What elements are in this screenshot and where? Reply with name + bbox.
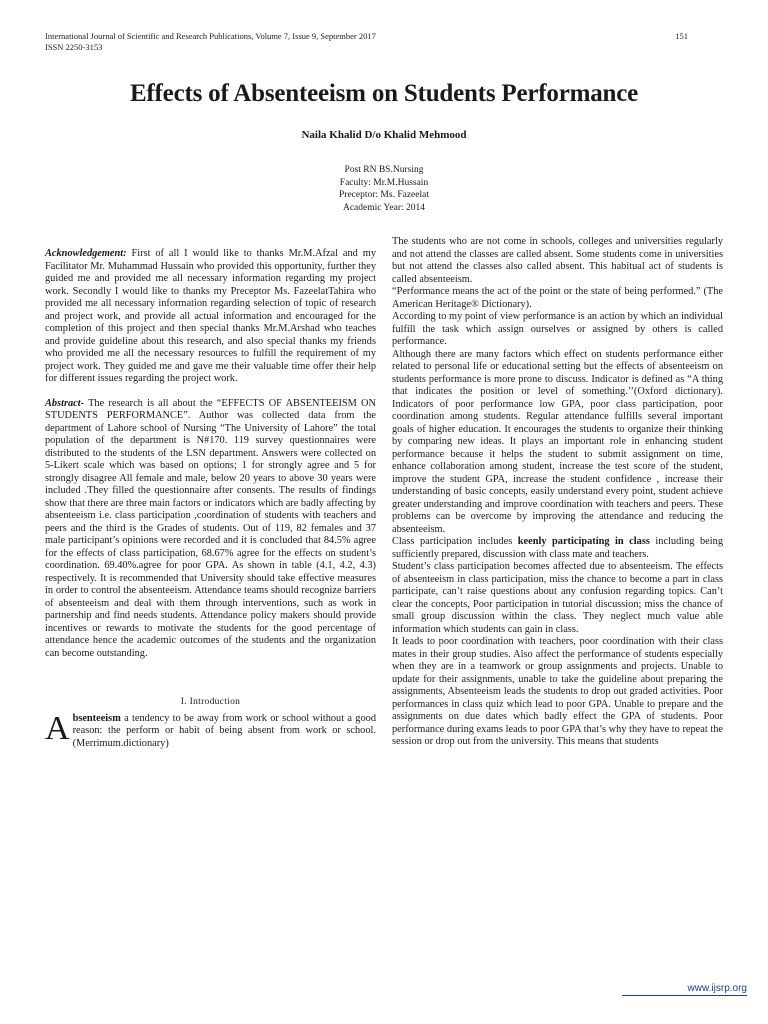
affiliation-year: Academic Year: 2014 bbox=[342, 202, 426, 213]
footer-url-link[interactable]: www.ijsrp.org bbox=[622, 983, 747, 996]
introduction-paragraph bbox=[45, 709, 376, 751]
left-column bbox=[45, 237, 376, 750]
abstract-text: The research is all about the “EFFECTS OF ABSENTEEISM ON STUDENTS PERFORMANCE”. Author was collected data from the department of Lahore school of Nursing “The University of Lahore” the total population of the department is N#170. 119 survey questionnaires were distributed to the students of the LSN department. Answers were collected on 5-Likert scale which was based on options; 1 for strongly agree and 5 for strongly disagree All female and male, below 20 years to above 30 years were included .They filled the questionnaire after consents. The results of findings show that there are three main factors or indicators which are badly affecting by absenteeism i.e. class participation ,coordination of students with teachers and peers and the third is the Grades of students. Out of 119, 82 females and 37 male participant’s opinions were recorded and it is concluded that 84.5% agree for the effects of class participation, 68.67% agree for the effects on student’s coordination. 69.40%.agree for poor GPA. As shown in table (4.1, 4.2, 4.3) respectively. It is recommended that University should take effective measures in order to control the absenteeism. Attendance teams should recognize barriers of absenteeism and deal with them through interventions, such as work in partnership and find needs students. Attendance policy makers should provide incentives or rewards to motivate the students for the good percentage of attendance hence the academic outcomes of the students and the organization can become outstanding. bbox=[45, 397, 376, 659]
paragraph-factors: Although there are many factors which effect on students performance either related to personal life or educational setting but the effects of absenteeism on students performance is more prone to discuss. Indicator is defined as “A thing that indicates the position or level of something.’’(Oxford dictionary). Indicators of poor performance low GPA, poor class participation, poor coordination among students. Regular attendance fulfills several important goals of higher education. It encourages the students to organize their thinking by comparing new ideas. It plays an important role in enhancing student performance because it helps the student to submit assignment on time, enhance collaboration among student, increase the test score of the student, improve the student GPA, increase the student confidence , increase their understanding of basic concepts, easily understand every point, student achieve greater understanding and improve coordination with teachers and peers. These problems can be overcome by improving the attendance and reducing the absenteeism. bbox=[392, 348, 723, 535]
class-participation-bold: keenly participating in class bbox=[517, 536, 650, 547]
introduction-text: a tendency to be away from work or school without a good reason: the perform or habit of being absent from work or school. (Merrimum.dictionary) bbox=[72, 712, 376, 749]
paper-title: Effects of Absenteeism on Students Performance bbox=[129, 80, 639, 107]
class-participation-text-after: including being sufficiently prepared, discussion with class mate and teachers. bbox=[392, 536, 723, 560]
abstract-paragraph bbox=[45, 398, 376, 661]
acknowledgement-text: First of all I would like to thanks Mr.M.Afzal and my Facilitator Mr. Muhammad Hussain who provided this opportunity, further they guided me and provided me all necessary information regarding my project work. Secondly I would like to thanks my Preceptor Ms. FazeelatTahira who provided me all necessary information regarding selection of topic of research and project work, and provide all actual information and encouraged for the completion of this project and then special thanks Mr.M.Arshad who teaches and provide guideline about this research, and also special thanks my friends who provided me all the necessary resources to fulfill the requirement of my project work. They guided me and gave me their valuable time offer their help for different issues regarding the project work. bbox=[45, 248, 376, 384]
acknowledgement-paragraph bbox=[45, 248, 376, 386]
right-column bbox=[392, 236, 723, 749]
journal-header: International Journal of Scientific and Research Publications, Volume 7, Issue 9, September 2017 bbox=[45, 31, 376, 41]
introduction-bold-word: bsenteeism bbox=[72, 712, 121, 724]
page-number: 151 bbox=[675, 31, 688, 41]
paragraph-performance-definition: “Performance means the act of the point or the state of being performed.” (The American Heritage® Dictionary). bbox=[392, 286, 723, 310]
paragraph-absent-definition: The students who are not come in schools, colleges and universities regularly and not attend the classes are called absent. Some students come in universities but not attend the classes also called absent. This habitual act of students is called absenteeism. bbox=[392, 236, 723, 285]
paragraph-class-participation bbox=[392, 536, 723, 561]
paragraph-coordination: It leads to poor coordination with teachers, poor coordination with their class mates in their group studies. Also affect the performance of students especially when they are in a teamwork or group assignments and projects. Unable to update for their assignments, unable to take the guideline about preparing the assignments, Absenteeism leads the students to drop out graded activities. Poor performances in class quiz which lead to poor GPA. Unable to prepare and the assignments on due dates which badly effect the GPA of students. Poor performance during exams leads to poor GPA that’s why they have to repeat the session or drop out from the university. This means that students bbox=[392, 636, 723, 747]
issn: ISSN 2250-3153 bbox=[45, 42, 103, 52]
drop-cap: A bbox=[45, 709, 70, 747]
affiliation-block bbox=[0, 164, 768, 214]
affiliation-preceptor: Preceptor: Ms. Fazeelat bbox=[339, 190, 429, 200]
paragraph-participation-effects: Student’s class participation becomes affected due to absenteeism. The effects of absenteeism in class participation, miss the chance to become a part in class participate, can’t raise questions about any confusion regarding topics. Can’t clear the concepts, Poor participation in tutorial discussion; miss the chance of small group discussion within the class. They neglect much value able information which students can gain in class. bbox=[392, 561, 723, 635]
paragraph-performance-view: According to my point of view performance is an action by which an individual fulfill the task which assign ourselves or assigned by others is called performance. bbox=[392, 311, 723, 347]
abstract-lead: Abstract- bbox=[45, 397, 85, 409]
affiliation-program: Post RN BS.Nursing bbox=[344, 165, 424, 175]
acknowledgement-lead: Acknowledgement: bbox=[45, 248, 127, 259]
introduction-heading: I. Introduction bbox=[180, 697, 241, 707]
class-participation-text-before: Class participation includes bbox=[392, 536, 518, 547]
affiliation-faculty: Faculty: Mr.M.Hussain bbox=[339, 177, 429, 188]
author-name: Naila Khalid D/o Khalid Mehmood bbox=[301, 129, 467, 141]
